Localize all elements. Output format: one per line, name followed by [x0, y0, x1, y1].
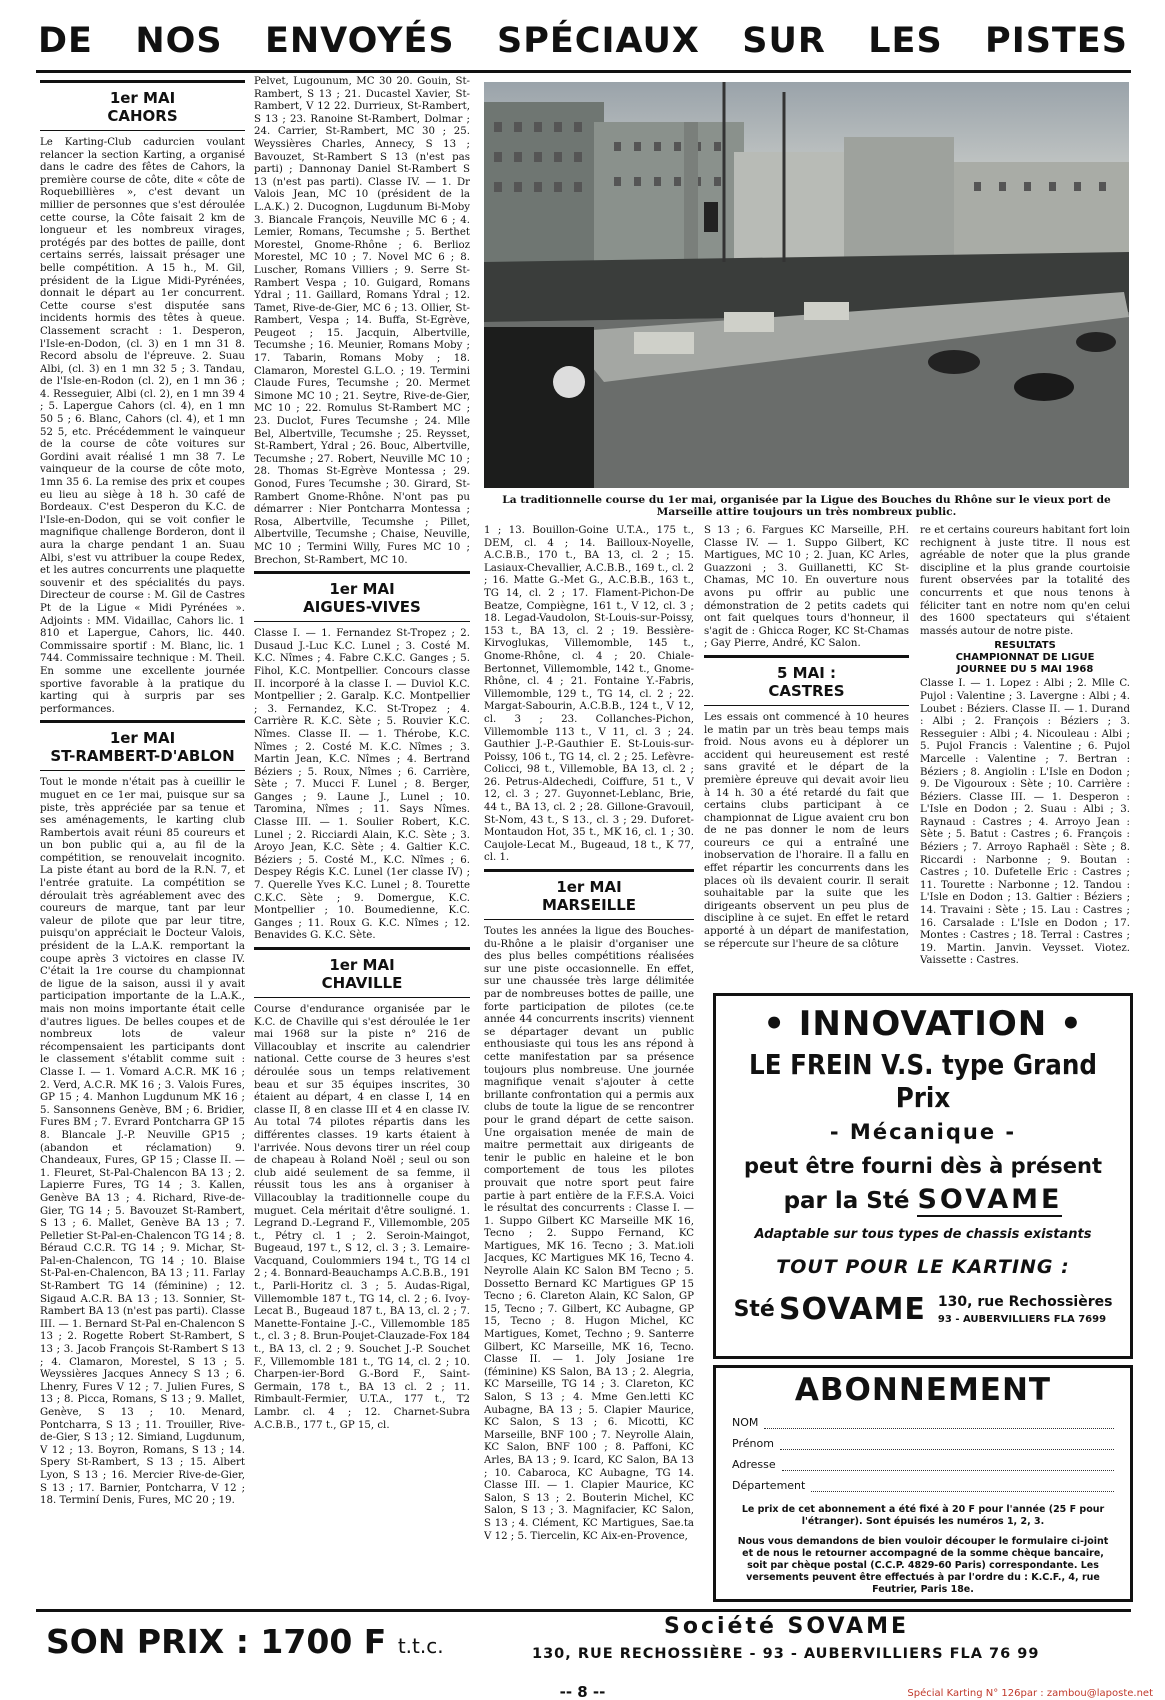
column-4: [704, 525, 909, 985]
headline-word: SPÉCIAUX: [497, 21, 700, 61]
subscription-price-note: Le prix de cet abonnement a été fixé à 20 F pour l'année (25 F pour l'étranger). Sont épuisés les numéros 1, 2, 3.: [741, 1504, 1105, 1527]
article-chaville: Course d'endurance organisée par le K.C. de Chaville qui s'est déroulée le 1er mai 1968 sur la piste n° 216 de Villacoublay et inscrite au calendrier national. Cette course de 3 heures s'est déroulée sous un temps relativement beau et sur 35 équipes inscrites, 30 étaient au départ, 4 en classe I, 14 en classe II, 8 en classe III et 4 en classe IV. Au total 74 pilotes répartis dans les différentes classes. 19 karts étaient à l'arrivée. Nous devons tirer un réel coup de chapeau à Roland Noël ; seul ou son club aidé seulement de sa femme, il réussit tous les ans à organiser à Villacoublay la traditionnelle coupe du muguet. Cela méritait d'être souligné. 1. Legrand D.-Legrand F., Villemomble, 205 t., Pétry cl. 1 ; 2. Seroin-Maingot, Bugeaud, 197 t., S 12, cl. 3 ; 3. Lemaire-Vacquand, Coulommiers 194 t., TG 14 cl 2 ; 4. Bonnard-Beauchamps A.C.B.B., 191 t., Parli-Horitz cl. 3 ; 5. Audas-Rigal, Villemomble 187 t., TG 14, cl. 2 ; 6. Ivoy-Lecat B., Bugeaud 187 t., BA 13, cl. 2 ; 7. Manette-Fontaine J.-C., Villemomble 185 t., cl. 3 ; 8. Brun-Poujet-Clauzade-Fox 184 t., BA 13, cl. 2 ; 9. Souchet J.-P. Souchet F., Villemomble 181 t., TG 14, cl. 2 ; 10. Charpen-ier-Bord G.-Bord F., Saint-Germain, 178 t., BA 13 cl. 2 ; 11. Rimbault-Fermier, U.T.A., 177 t., T2 Lambr. cl. 4 ; 12. Charnet-Subra A.C.B.B., 177 t., GP 15, cl.: [254, 1004, 470, 1431]
ad-line-mecanique: - Mécanique -: [829, 1120, 1017, 1144]
article-castres: Les essais ont commencé à 10 heures le matin par un très beau temps mais froid. Nous avons eu à déplorer un accident qui heureusement est resté sans gravité et le départ de la première épreuve qui devait avoir lieu à 14 h. 30 a été retardé du fait que certains clubs participant à ce championnat de Ligue avaient cru bon de ne pas donner le nom de leurs coureurs ce qui a entraîné une inobservation de l'horaire. Il a fallu en effet répartir les concurrents dans les places où ils devaient courir. Il serait souhaitable par la suite que les dirigeants observent un peu plus de discipline à ce sujet. En effet le retard apporté à un départ de manifestation, se répercute sur l'heure de sa clôture: [704, 711, 909, 950]
field-nom[interactable]: NOM: [732, 1416, 1114, 1429]
column-3: [484, 525, 694, 1608]
article-marseille: Toutes les années la ligue des Bouches-du-Rhône a le plaisir d'organiser une des plus belles compétitions réalisées sur une piste occasionnelle. En effet, sur une chaussée très large délimitée par de nombreuses bottes de paille, une forte participation de pilotes (ce.te année 44 concurrents inscrits) viennent se départager devant un public enthousiaste qui tous les ans répond à cette manifestation par sa présence toujours plus nombreuse. Une journée magnifique venait s'ajouter à cette brillante confrontation qui a permis aux clubs de toute la ligue de se rencontrer pour le grand départ de cette saison. Une orgaisation menée de main de maitre permettait aux dirigeants de tenir le public en haleine et le bon comportement de tous les pilotes prouvait que notre sport peut faire partie à part entière de la F.F.S.A. Voici le résultat des concurrents : Classe I. — 1. Suppo Gilbert KC Marseille MK 16, Tecno ; 2. Suppo Fernand, KC Martigues, MK 16. Tecno ; 3. Mat.ioli Jacques, KC Martigues MK 16, Tecno 4. Neyrolle Alain KC Salon BM Tecno ; 5. Dossetto Bernard KC Martigues GP 15 Tecno ; 6. Clareton Alain, KC Salon, GP 15, Tecno ; 7. Gilbert, KC Aubagne, GP 15, Tecno ; 8. Hugon Michel, KC Martigues, Komet, Techno ; 9. Santerre Gilbert, KC Marseille, MK 16, Tecno. Classe II. — 1. Joly Josiane 1re (féminine) KS Salon, BA 13 ; 2. Alegria, KC Marseille, TG 14 ; 3. Clareton, KC Salon, S 13 ; 4. Mme Gen.letti KC Aubagne, BA 13 ; 5. Clapier Maurice, KC Salon, S 13 ; 6. Micotti, KC Marseille, BNF 100 ; 7. Neyrolle Alain, KC Salon, BNF 100 ; 8. Paffoni, KC Arles, BA 13 ; 9. Icard, KC Salon, BA 13 ; 10. Cabaroca, KC Aubagne, TG 14. Classe III. — 1. Clapier Maurice, KC Salon, S 13 ; 2. Bouterin Michel, KC Salon, S 13 ; 3. Magnifacier, KC Salon, S 13 ; 4. Clément, KC Martigues, Sae.ta V 12 ; 5. Tiercelin, KC Aix-en-Provence,: [484, 926, 694, 1542]
scan-credit: Spécial Karting N° 126par : zambou@laposte.net: [907, 1688, 1153, 1699]
ad-line-sovame: par la Sté SOVAME: [783, 1184, 1063, 1215]
results-list: Classe I. — 1. Lopez : Albi ; 2. Mlle C. Pujol : Valentine ; 3. Lavergne : Albi ; 4. Loubet : Béziers. Classe II. — 1. Durand : Albi ; 2. François : Béziers ; 3. Resseguier : Albi ; 4. Nicouleau : Albi ; 5. Pujol Francis : Valentine ; 6. Pujol Marcelle : Valentine ; 7. Bertran : Béziers ; 8. Angiolin : L'Isle en Dodon ; 9. De Vigouroux : Sète ; 10. Carrière : Béziers. Classe III. — 1. Desperon : L'Isle en Dodon ; 2. Suau : Albi ; 3. Raynaud : Castres ; 4. Arroyo Jean : Sète ; 5. Batut : Castres ; 6. François : Béziers ; 7. Arroyo Raphaël : Sète ; 8. Riccardi : Narbonne ; 9. Boutan : Castres ; 10. Dufetelle Eric : Castres ; 11. Tourette : Narbonne ; 12. Tandou : L'Isle en Dodon ; 13. Galtier : Béziers ; 14. Travaini : Sète ; 15. Lau : Castres ; 16. Carsalade : L'Isle en Dodon ; 17. Montes : Castres ; 18. Terral : Castres ; 19. Martin. Janvin. Veysset. Viotez. Vaissette : Castres.: [920, 678, 1130, 967]
section-header-chaville: 1er MAI CHAVILLE: [254, 947, 470, 998]
column-2: [254, 76, 470, 1608]
headline-word: SUR: [742, 21, 826, 61]
section-header-aigues-vives: 1er MAI AIGUES-VIVES: [254, 571, 470, 622]
footer: [36, 1612, 1131, 1674]
ad-line-fourni: peut être fourni dès à présent: [743, 1154, 1103, 1178]
results-heading: RESULTATS CHAMPIONNAT DE LIGUE JOURNEE DU 5 MAI 1968: [955, 640, 1095, 676]
ad-line-frein: LE FREIN V.S. type Grand Prix: [748, 1048, 1098, 1114]
article-castres-continued: re et certains coureurs habitant fort loin rechignent à juste titre. Il nous est agréable de noter que la plus grande discipline et la plus grande courtoisie furent observées par la totalité des concurrents et que nous tenons à féliciter tant en notre nom qu'en celui des 1600 spectateurs qui s'étaient massés autour de notre piste.: [920, 525, 1130, 637]
section-header-cahors: 1er MAI CAHORS: [40, 80, 245, 131]
page-headline: [38, 18, 1128, 64]
headline-word: PISTES: [985, 21, 1128, 61]
section-header-castres: 5 MAI : CASTRES: [704, 655, 909, 706]
article-chaville-continued: 1 ; 13. Bouillon-Goine U.T.A., 175 t., DEM, cl. 4 ; 14. Bailloux-Noyelle, A.C.B.B., 170 t., BA 13, cl. 2 ; 15. Lasiaux-Chevallier, A.C.B.B., 169 t., cl. 2 ; 16. Matte G.-Met G., A.C.B.B., 163 t., TG 14, cl. 2 ; 17. Flament-Pichon-De Beatze, Compiègne, 161 t., V 12, cl. 3 ; 18. Legad-Vaudolon, St-Louis-sur-Poissy, 153 t., BA 13, cl. 2 ; 19. Bessière-Kirvoglukas, Villemomble, 145 t., Gnome-Rhône, cl. 4 ; 20. Chiale-Bertonnet, Villemomble, 142 t., Gnome-Rhône, cl. 4 ; 21. Fontaine Y.-Fabris, Villemomble, 129 t., TG 14, cl. 2 ; 22. Margat-Sabourin, A.C.B.B., 124 t., V 12, cl. 3 ; 23. Collanches-Pichon, Villemomble 113 t., V 11, cl. 3 ; 24. Gauthier J.-P.-Gauthier E. St-Louis-sur-Poissy, 106 t., TG 14, cl. 2 ; 25. Lefèvre-Colicci, 98 t., Villemoble, BA 13, cl. 2 ; 26. Petrus-Aldechedi, Coiffure, 51 t., V 12, cl. 3 ; 27. Guyonnet-Leblanc, Brie, 44 t., BA 13, cl. 2 ; 28. Gillone-Gravouil, St-Nom, 43 t., S 13., cl. 3 ; 29. Duforet-Montaudon Hot, 35 t., MK 16, cl. 1 ; 30. Caujole-Lecat M., Bugeaud, 18 t., K 77, cl. 1.: [484, 525, 694, 864]
innovation-ad: [713, 993, 1133, 1359]
article-st-rambert-continued: Pelvet, Lugounum, MC 30 20. Gouin, St-Rambert, S 13 ; 21. Ducastel Xavier, St-Rambert, V 12 22. Durrieux, St-Rambert, S 13 ; 23. Ranoine St-Rambert, Dolmar ; 24. Carrier, St-Rambert, MC 30 ; 25. Weyssières Charles, Annecy, S 13 ; Bavouzet, St-Rambert S 13 (n'est pas parti) ; Dannonay Daniel St-Rambert S 13 (n'est pas parti). Classe IV. — 1. Dr Valois Jean, MC 10 (président de la L.A.K.) 2. Ducognon, Lugdunum Bi-Moby 3. Biancale François, Neuville MC 6 ; 4. Lemier, Romans, Tecumshe ; 5. Berthet Morestel, Gnome-Rhône ; 6. Berlioz Morestel, MC 10 ; 7. Novel MC 6 ; 8. Luscher, Romans Villiers ; 9. Serre St-Rambert Vespa ; 10. Guigard, Romans Ydral ; 11. Gaillard, Romans Ydral ; 12. Tamet, Rive-de-Gier, MC 6 ; 13. Ollier, St-Rambert, Vespa ; 14. Buffa, St-Egrève, Peugeot ; 15. Jacquin, Albertville, Tecumshe ; 16. Meunier, Romans Moby ; 17. Tabarin, Romans Moby ; 18. Clamaron, Morestel G.L.O. ; 19. Termini Claude Fures, Tecumshe ; 20. Mermet Simone MC 10 ; 21. Seytre, Rive-de-Gier, MC 10 ; 22. Romulus St-Rambert MC ; 23. Duclot, Fures Tecumshe ; 24. Mlle Bel, Albertville, Tecumshe ; 25. Reysset, St-Rambert, Ydral ; 26. Bouc, Albertville, Tecumshe ; 27. Robert, Neuville MC 10 ; 28. Thomas St-Egrève Montessa ; 29. Gonod, Fures Tecumshe ; 30. Girard, St-Rambert Gnome-Rhône. N'ont pas pu démarrer : Nier Pontcharra Montessa ; Rosa, Albertville, Tecumshe ; Pillet, Albertville, Tecumshe ; Chaise, Neuville, MC 10 ; Termini Willy, Fures MC 10 ; Brechon, St-Rambert, MC 10.: [254, 76, 470, 566]
field-departement[interactable]: Département: [732, 1479, 1114, 1492]
article-st-rambert: Tout le monde n'était pas à cueillir le muguet en ce 1er mai, puisque sur sa piste, très appréciée par sa tenue et ses aménagements, le karting club Rambertois avait réuni 85 coureurs et un bon public qui a, au fil de la compétition, se renouvelait incognito. La piste étant au bord de la R.N. 7, et l'entrée gratuite. La compétition se déroulait très agréablement avec des coureurs de marque, tant par leur valeur de pilote que par leur titre, puisqu'on appréciait le Docteur Valois, président de la L.A.K. remportant la coupe après 3 victoires en classe IV. C'était la 1re course du championnat de ligue de la saison, aussi il y avait participation importante de la L.A.K., mais non moins importante était celle d'autres ligues. De belles coupes et de nombreux lots de valeur récompensaient les participants dont le classement s'établit comme suit : Classe I. — 1. Vomard A.C.R. MK 16 ; 2. Verd, A.C.R. MK 16 ; 3. Valois Fures, GP 15 ; 4. Manhon Lugdunum MK 16 ; 5. Sansonnens Genève, BM ; 6. Bridier, Fures BM ; 7. Evrard Pontcharra GP 15 8. Blancale J.-P. Neuville GP15 ; (abandon et réclamation) 9. Chandeaux, Fures, GP 15 ; Classe II. — 1. Fleuret, St-Pal-Chalencon BA 13 ; 2. Lapierre Fures, TG 14 ; 3. Kallen, Genève BA 13 ; 4. Richard, Rive-de-Gier, TG 14 ; 5. Bavouzet St-Rambert, S 13 ; 6. Mallet, Genève BA 13 ; 7. Pelletier St-Pal-en-Chalencon TG 14 ; 8. Béraud C.C.R. TG 14 ; 9. Michar, St-Pal-en-Chalencon, TG 14 ; 10. Blaise St-Pal-en-Chalencon, BA 13 ; 11. Farlay St-Rambert TG 14 (féminine) ; 12. Sigaud A.C.R. BA 13 ; 13. Sonnier, St-Rambert BA 13 (n'est pas parti). Classe III. — 1. Bernard St-Pal en-Chalencon S 13 ; 2. Rogette Robert St-Rambert, S 13 ; 3. Jacob François St-Rambert S 13 ; 4. Clamaron, Morestel, S 13 ; 5. Weyssières Jacques Annecy S 13 ; 6. Lhenry, Fures V 12 ; 7. Julien Fures, S 13 ; 8. Picca, Romans, S 13 ; 9. Mallet, Genève, S 13 ; 10. Menard, Pontcharra, S 13 ; 11. Trouiller, Rive-de-Gier, S 13 ; 12. Simiand, Lugdunum, V 12 ; 13. Boyron, Romans, S 13 ; 14. Spery St-Rambert, S 13 ; 15. Albert Lyon, S 13 ; 16. Mercier Rive-de-Gier, S 13 ; 17. Barnier, Pontcharra, V 12 ; 18. Terminí Denis, Fures, MC 20 ; 19.: [40, 777, 245, 1507]
headline-word: DE: [38, 21, 93, 61]
article-aigues-vives: Classe I. — 1. Fernandez St-Tropez ; 2. Dusaud J.-Luc K.C. Lunel ; 3. Costé M. K.C. Nîmes ; 4. Fabre C.K.C. Ganges ; 5. Fihol, K.C. Montpellier. Concours classe II. incorporé à la classe I. — Duviol K.C. Montpellier ; 2. Garalp. K.C. Montpellier ; 3. Fernandez, K.C. St-Tropez ; 4. Carrière R. K.C. Sète ; 5. Rouvier K.C. Nîmes. Classe II. — 1. Thérobe, K.C. Nîmes ; 2. Costé M. K.C. Nîmes ; 3. Martin Jean, K.C. Nîmes ; 4. Bertrand Béziers ; 5. Roux, Nîmes ; 6. Carrière, Sète ; 7. Mucci F. Lunel ; 8. Berger, Ganges ; 9. Laune J., Lunel ; 10. Taromina, Nîmes ; 11. Says Nîmes. Classe III. — 1. Soulier Robert, K.C. Lunel ; 2. Ricciardi Alain, K.C. Sète ; 3. Aroyo Jean, K.C. Sète ; 4. Galtier K.C. Béziers ; 5. Costé M., K.C. Nîmes ; 6. Despey Régis K.C. Lunel (1er classe IV) ; 7. Querelle Yves K.C. Lunel ; 8. Tourette C.K.C. Sète ; 9. Domergue, K.C. Montpellier ; 10. Boumedienne, K.C. Ganges ; 11. Roux G. K.C. Nîmes ; 12. Benavides G. K.C. Sète.: [254, 628, 470, 942]
subscription-title: ABONNEMENT: [794, 1372, 1052, 1408]
page-number: -- 8 --: [559, 1683, 606, 1700]
ad-line-adaptable: Adaptable sur tous types de chassis existants: [754, 1227, 1092, 1242]
photo-illustration: [484, 82, 1129, 488]
footer-company: Société SOVAME: [664, 1614, 909, 1639]
article-marseille-continued: S 13 ; 6. Fargues KC Marseille, P.H. Classe IV. — 1. Suppo Gilbert, KC Martigues, MC 10 ; 2. Juan, KC Arles, Guazzoni ; 3. Guillanetti, KC St-Chamas, MC 10. En ouverture nous avons pu offrir au public une démonstration de 2 petits cadets qui ont fait quelques tours d'honneur, il s'agit de : Ghicca Roger, KC St-Chamas ; Gay Pierre, André, KC Salon.: [704, 525, 909, 650]
subscription-form: [713, 1365, 1133, 1602]
column-1: [40, 76, 245, 1608]
section-header-ablon: 1er MAI ST-RAMBERT-D'ABLON: [40, 720, 245, 771]
headline-word: ENVOYÉS: [264, 21, 455, 61]
photo-marseille-race: [484, 82, 1129, 488]
price-block: SON PRIX : 1700 F t.t.c.: [46, 1622, 444, 1661]
photo-caption: La traditionnelle course du 1er mai, organisée par la Ligue des Bouches du Rhône sur le vieux port de Marseille attire toujours un très nombreux public.: [502, 494, 1111, 518]
column-5: [920, 525, 1130, 985]
headline-word: NOS: [135, 21, 223, 61]
footer-address: 130, RUE RECHOSSIÈRE - 93 - AUBERVILLIERS FLA 76 99: [532, 1646, 1040, 1662]
header-rule: [36, 70, 1131, 73]
article-cahors: Le Karting-Club cadurcien voulant relancer la section Karting, a organisé dans le cadre des fêtes de Cahors, la première course de côte, dite « côte de Roquebillières », c'est devant un millier de personnes que s'est déroulée cette course, la Côte faisait 2 km de longueur et les nombreux virages, protégés par des bottes de paille, dont certains serrés, laissait présager une belle compétition. A 15 h., M. Gil, président de la Ligue Midi-Pyrénées, donnait le départ au 1er concurrent. Cette course s'est disputée sans incidents hormis des têtes à queue. Classement scracht : 1. Desperon, l'Isle-en-Dodon, (cl. 3) en 1 mn 31 8. Record absolu de l'épreuve. 2. Suau Albi, (cl. 3) en 1 mn 32 5 ; 3. Tandau, de l'Isle-en-Rodon (cl. 2), en 1 mn 36 ; 4. Resseguier, Albi (cl. 2), en 1 mn 39 4 ; 5. Lapergue Cahors (cl. 4), en 1 mn 50 5 ; 6. Blanc, Cahors (cl. 4), et 1 mn 52 5, etc. Précédemment le vainqueur de la course de côte voitures sur Gordini avait réalisé 1 mn 38 7. Le vainqueur de la course de côte moto, 1mn 35 6. La remise des prix et coupes eu lieu au siège à 18 h. 30 café de Bordeaux. C'est Desperon du K.C. de l'Isle-en-Dodon, qui se voit confier le magnifique challenge Borderon, dont il aura la charge pendant 1 an. Suau Albi, s'est vu attribuer la coupe Redex, et les autres concurrents une plaquette souvenir et des spécialités du pays. Directeur de course : M. Gil de Castres Pt de la Ligue « Midi Pyrénées ». Adjoints : MM. Vidaillac, Cahors lic. 1 810 et Lapergue, Cahors, lic. 440. Commissaire sportif : M. Blanc, lic. 1 744. Commissaire technique : M. Theil. En somme une excellente journée sportive favorable à la pratique du karting qui à surpris par ses performances.: [40, 137, 245, 715]
ad-title: • INNOVATION •: [763, 1004, 1083, 1044]
section-header-marseille: 1er MAI MARSEILLE: [484, 869, 694, 920]
ad-line-tout: TOUT POUR LE KARTING :: [776, 1256, 1070, 1278]
field-adresse[interactable]: Adresse: [732, 1458, 1114, 1471]
headline-word: LES: [868, 21, 943, 61]
field-prenom[interactable]: Prénom: [732, 1437, 1114, 1450]
subscription-instructions: Nous vous demandons de bien vouloir découper le formulaire ci-joint et de nous le retourner accompagné de la somme chèque bancaire, soit par chèque postal (C.C.P. 4829-60 Paris) correspondante. Les versements peuvent être effectués à par l'ordre du : K.C.F., 4, rue Feutrier, Paris 18e.: [737, 1536, 1109, 1595]
ad-company-block: Sté SOVAME 130, rue Rechossières 93 - AUBERVILLIERS FLA 7699: [733, 1292, 1113, 1327]
